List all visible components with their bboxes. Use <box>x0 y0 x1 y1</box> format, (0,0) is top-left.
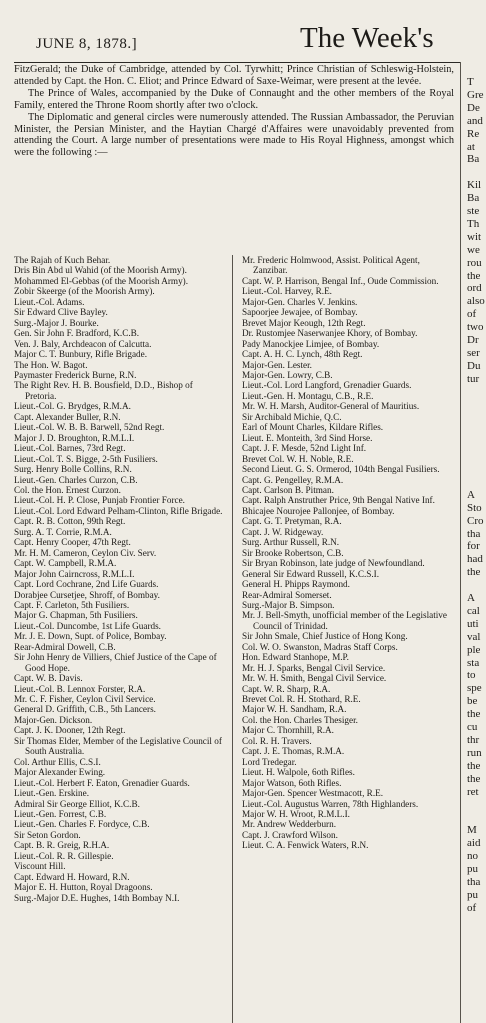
presentation-entry: Hon. Edward Stanhope, M.P. <box>242 652 349 663</box>
presentation-entry: Lieut.-Col. Barnes, 73rd Regt. <box>14 443 126 454</box>
side-column-word: ret <box>467 785 479 798</box>
header-rule <box>14 62 460 63</box>
presentation-entry: Surg. Arthur Russell, R.N. <box>242 537 340 548</box>
side-column-word: Sto <box>467 501 482 514</box>
presentation-entry: Major-Gen. Dickson. <box>14 714 93 725</box>
presentation-entry: Major G. Chapman, 5th Fusiliers. <box>14 610 138 621</box>
presentation-entry: Mr. J. Bell-Smyth, unofficial member of the Legislative Council of Trinidad. <box>242 610 447 631</box>
presentation-entry: Bhicajee Nourojee Pallonjee, of Bombay. <box>242 505 395 516</box>
side-column-word: the <box>467 759 481 772</box>
side-column-word: two <box>467 321 484 334</box>
presentation-entry: Brevet Col. W. H. Noble, R.E. <box>242 453 354 464</box>
presentation-entry: Sir Brooke Robertson, C.B. <box>242 547 344 558</box>
side-column-word: Re <box>467 127 480 140</box>
presentation-entry: Lieut.-Col. Lord Langford, Grenadier Guards. <box>242 380 412 391</box>
masthead-title: The Week's <box>300 22 434 54</box>
presentation-entry: General D. Griffith, C.B., 5th Lancers. <box>14 704 156 715</box>
presentation-entry: Lieut.-Col. W. B. B. Barwell, 52nd Regt. <box>14 422 165 433</box>
side-column-word: sta <box>467 656 480 669</box>
presentation-entry: Major Watson, 6oth Rifles. <box>242 777 342 788</box>
presentation-entry: Dris Bin Abd ul Wahid (of the Moorish Army). <box>14 265 187 276</box>
presentation-entry: Capt. Alexander Buller, R.N. <box>14 411 121 422</box>
presentation-entry: Capt. J. F. Mesde, 52nd Light Inf. <box>242 443 367 454</box>
presentations-left-column <box>14 255 226 903</box>
presentation-entry: Major W. H. Wroot, R.M.L.I. <box>242 809 350 820</box>
presentation-entry: Major John Cairncross, R.M.L.I. <box>14 568 135 579</box>
side-column-word: wit <box>467 230 482 243</box>
presentation-entry: Capt. G. T. Pretyman, R.A. <box>242 516 342 527</box>
presentation-entry: Capt. J. E. Thomas, R.M.A. <box>242 746 345 757</box>
presentation-entry: Capt. G. Pengelley, R.M.A. <box>242 474 344 485</box>
side-column-word: run <box>467 746 482 759</box>
presentation-entry: Sir Archibald Michie, Q.C. <box>242 411 342 422</box>
side-column-word: ord <box>467 282 482 295</box>
side-column-word: tur <box>467 372 480 385</box>
presentation-entry: Second Lieut. G. S. Ormerod, 104th Bengal Fusiliers. <box>242 464 440 475</box>
presentation-entry: Major-Gen. Lester. <box>242 359 312 370</box>
presentation-entry: Capt. R. B. Cotton, 99th Regt. <box>14 516 126 527</box>
presentation-entry: Sir Seton Gordon. <box>14 829 81 840</box>
presentation-entry: Capt. Henry Cooper, 47th Regt. <box>14 537 131 548</box>
side-column-word: we <box>467 243 480 256</box>
presentation-entry: Major J. D. Broughton, R.M.L.I. <box>14 432 135 443</box>
side-column-word: De <box>467 101 480 114</box>
side-column-word: uti <box>467 617 479 630</box>
page-header <box>0 0 486 70</box>
side-column-word: A <box>467 592 475 604</box>
presentation-entry: Mr. W. H. Marsh, Auditor-General of Mauritius. <box>242 401 420 412</box>
presentation-entry: Col. R. H. Travers. <box>242 735 312 746</box>
side-column-word: tha <box>467 875 481 888</box>
presentation-entry: Pady Manockjee Limjee, of Bombay. <box>242 338 380 349</box>
side-column-word: of <box>467 308 477 321</box>
presentation-entry: Surg.-Major D.E. Hughes, 14th Bombay N.I. <box>14 892 180 903</box>
presentation-entry: General H. Phipps Raymond. <box>242 579 350 590</box>
presentation-entry: Rear-Admiral Dowell, C.B. <box>14 641 116 652</box>
presentation-entry: Lieut.-Col. Duncombe, 1st Life Guards. <box>14 620 161 631</box>
presentation-entry: Capt. J. W. Ridgeway. <box>242 526 324 537</box>
side-column-word: at <box>467 140 475 153</box>
side-column-word: Du <box>467 359 481 372</box>
side-column-word: thr <box>467 733 480 746</box>
presentation-entry: Lieut.-Col. Adams. <box>14 296 85 307</box>
presentation-entry: Lieut.-Col. Lord Edward Pelham-Clinton, Rifle Brigade. <box>14 505 223 516</box>
presentation-entry: Capt. W. R. Sharp, R.A. <box>242 683 331 694</box>
presentation-entry: Dr. Rustomjee Naserwanjee Khory, of Bombay. <box>242 328 418 339</box>
presentation-entry: Col. Arthur Ellis, C.S.I. <box>14 756 101 767</box>
presentation-entry: Admiral Sir George Elliot, K.C.B. <box>14 798 140 809</box>
column-divider <box>232 255 233 1023</box>
side-column-word: aid <box>467 837 481 850</box>
side-column-word: tha <box>467 527 481 540</box>
presentation-entry: Lieut.-Col. H. P. Close, Punjab Frontier Force. <box>14 495 185 506</box>
side-column-word: spe <box>467 682 482 695</box>
presentation-entry: Capt. Lord Cochrane, 2nd Life Guards. <box>14 579 159 590</box>
side-column-word: rou <box>467 256 482 269</box>
side-column-word: for <box>467 540 480 553</box>
presentation-entry: Lieut.-Col. R. R. Gillespie. <box>14 850 114 861</box>
presentation-entry: Sir Edward Clive Bayley. <box>14 307 108 318</box>
side-column-word: the <box>467 269 481 282</box>
presentation-entry: Surg. Henry Bolle Collins, R.N. <box>14 464 132 475</box>
presentation-entry: Capt. F. Carleton, 5th Fusiliers. <box>14 599 130 610</box>
presentation-entry: Mr. H. J. Sparks, Bengal Civil Service. <box>242 662 386 673</box>
side-column-word: Cro <box>467 514 484 527</box>
side-column-word: the <box>467 566 481 579</box>
body-paragraph: FitzGerald; the Duke of Cambridge, attended by Col. Tyrwhitt; Prince Christian of Schleswig-Holstein, attended by Capt. the Hon. C. Eliot; and Prince Edward of Saxe-Weimar, were present at the levée. <box>14 64 454 87</box>
presentation-entry: Paymaster Frederick Burne, R.N. <box>14 369 137 380</box>
presentation-entry: Lieut.-Col. Herbert F. Eaton, Grenadier Guards. <box>14 777 190 788</box>
presentation-entry: Lieut.-Col. Augustus Warren, 78th Highlanders. <box>242 798 419 809</box>
side-column-word: ste <box>467 205 480 217</box>
side-column-word: Gre <box>467 88 484 101</box>
presentation-entry: Viscount Hill. <box>14 861 66 872</box>
presentation-entry: Major C. Thornhill, R.A. <box>242 725 334 736</box>
adjacent-column-fragment <box>460 62 486 1023</box>
presentation-entry: Capt. Edward H. Howard, R.N. <box>14 871 130 882</box>
presentation-entry: Lieut.-Gen. Charles Curzon, C.B. <box>14 474 138 485</box>
presentation-entry: Surg. A. T. Corrie, R.M.A. <box>14 526 112 537</box>
presentation-entry: Mr. Frederic Holmwood, Assist. Political Agent, Zanzibar. <box>242 255 420 276</box>
presentation-entry: Lieut. E. Monteith, 3rd Sind Horse. <box>242 432 373 443</box>
side-column-word: M <box>467 824 477 837</box>
side-column-word: no <box>467 850 478 862</box>
side-column-word: be <box>467 695 478 708</box>
presentation-entry: Lieut.-Gen. Forrest, C.B. <box>14 809 107 820</box>
presentation-entry: Sapoorjee Jewajee, of Bombay. <box>242 307 358 318</box>
side-column-word: val <box>467 630 481 643</box>
side-column-word: pu <box>467 862 478 875</box>
presentation-entry: Lieut.-Gen. Erskine. <box>14 788 90 799</box>
presentation-entry: Col. W. O. Swanston, Madras Staff Corps. <box>242 641 398 652</box>
presentation-entry: Surg.-Major J. Bourke. <box>14 317 99 328</box>
presentation-entry: Lieut. C. A. Fenwick Waters, R.N. <box>242 840 369 851</box>
issue-date: JUNE 8, 1878.] <box>36 36 138 52</box>
presentation-entry: The Hon. W. Bagot. <box>14 359 88 370</box>
presentation-entry: Mr. J. E. Down, Supt. of Police, Bombay. <box>14 631 167 642</box>
presentation-entry: Mr. C. F. Fisher, Ceylon Civil Service. <box>14 694 156 705</box>
presentation-entry: Ven. J. Baly, Archdeacon of Calcutta. <box>14 338 152 349</box>
presentation-entry: Lieut.-Col. Harvey, R.E. <box>242 286 332 297</box>
side-column-word: the <box>467 708 481 721</box>
presentations-right-column <box>242 255 454 851</box>
presentation-entry: Capt. W. P. Harrison, Bengal Inf., Oude Commission. <box>242 275 439 286</box>
presentation-entry: Capt. A. H. C. Lynch, 48th Regt. <box>242 349 363 360</box>
presentation-entry: Earl of Mount Charles, Kildare Rifles. <box>242 422 384 433</box>
side-column-word: and <box>467 114 483 127</box>
presentation-entry: Brevet Col. R. H. Stothard, R.E. <box>242 694 361 705</box>
side-column-word: the <box>467 772 481 785</box>
presentation-entry: Mr. W. H. Smith, Bengal Civil Service. <box>242 673 387 684</box>
body-paragraph: The Prince of Wales, accompanied by the Duke of Connaught and the other members of the Royal Family, entered the Throne Room shortly after two o'clock. <box>14 87 454 111</box>
presentation-entry: Sir Bryan Robinson, late judge of Newfoundland. <box>242 558 425 569</box>
presentation-entry: Major W. H. Sandham, R.A. <box>242 704 347 715</box>
side-column-word: Kil <box>467 179 482 192</box>
presentation-entry: Capt. Ralph Anstruther Price, 9th Bengal Native Inf. <box>242 495 435 506</box>
side-column-word: ple <box>467 643 481 656</box>
presentation-entry: The Rajah of Kuch Behar. <box>14 255 111 265</box>
side-column-word: had <box>467 553 483 566</box>
presentation-entry: Gen. Sir John F. Bradford, K.C.B. <box>14 328 140 339</box>
presentation-entry: The Right Rev. H. B. Bousfield, D.D., Bishop of Pretoria. <box>14 380 193 401</box>
presentation-entry: Surg.-Major B. Simpson. <box>242 599 335 610</box>
presentation-entry: Capt. W. Campbell, R.M.A. <box>14 558 117 569</box>
presentation-entry: Mr. Andrew Wedderburn. <box>242 819 337 830</box>
presentation-entry: Dorabjee Cursetjee, Shroff, of Bombay. <box>14 589 160 600</box>
side-column-word: Th <box>467 217 480 230</box>
presentation-entry: Capt. J. K. Dooner, 12th Regt. <box>14 725 126 736</box>
presentation-entry: Major-Gen. Lowry, C.B. <box>242 369 333 380</box>
side-column-word: T <box>467 76 474 88</box>
presentation-entry: Capt. B. R. Greig, R.H.A. <box>14 840 110 851</box>
presentation-entry: Lord Tredegar. <box>242 756 297 767</box>
presentations-list <box>14 255 454 1023</box>
presentation-entry: Sir Thomas Elder, Member of the Legislative Council of South Australia. <box>14 735 222 757</box>
side-column-word: of <box>467 901 477 914</box>
presentation-entry: Capt. W. B. Davis. <box>14 673 83 684</box>
presentation-entry: Capt. Carlson B. Pitman. <box>242 484 334 495</box>
presentation-entry: Lieut.-Col. T. S. Bigge, 2-5th Fusiliers. <box>14 453 158 464</box>
presentation-entry: Brevet Major Keough, 12th Regt. <box>242 317 366 328</box>
presentation-entry: Capt. J. Crawford Wilson. <box>242 829 338 840</box>
presentation-entry: Lieut. H. Walpole, 6oth Rifles. <box>242 767 355 778</box>
presentation-entry: Major Alexander Ewing. <box>14 767 106 778</box>
presentation-entry: Major-Gen. Spencer Westmacott, R.E. <box>242 788 384 799</box>
presentation-entry: Mohammed El-Gebbas (of the Moorish Army). <box>14 275 189 286</box>
presentation-entry: Major E. H. Hutton, Royal Dragoons. <box>14 882 153 893</box>
body-paragraph: The Diplomatic and general circles were numerously attended. The Russian Ambassador, the Peruvian Minister, the Persian Minister, and the Haytian Chargé d'Affaires were unavoidably prevented from attending the Court. A large number of presentations were made to His Royal Highness, amongst which were the following :— <box>14 111 454 159</box>
side-column-word: cal <box>467 604 480 617</box>
presentation-entry: Zobir Skeerge (of the Moorish Army). <box>14 286 155 297</box>
presentation-entry: Col. the Hon. Ernest Curzon. <box>14 484 121 495</box>
side-column-word: cu <box>467 721 478 733</box>
side-column-word: Ba <box>467 192 480 205</box>
side-column-word: Dr <box>467 334 479 346</box>
side-column-word: Ba <box>467 153 480 166</box>
presentation-entry: General Sir Edward Russell, K.C.S.I. <box>242 568 380 579</box>
presentation-entry: Lieut.-Gen. H. Montagu, C.B., R.E. <box>242 390 374 401</box>
article-body <box>14 64 454 159</box>
presentation-entry: Lieut.-Col. B. Lennox Forster, R.A. <box>14 683 146 694</box>
side-column-word: ser <box>467 346 480 359</box>
presentation-entry: Lieut.-Gen. Charles F. Fordyce, C.B. <box>14 819 150 830</box>
presentation-entry: Major C. T. Bunbury, Rifle Brigade. <box>14 349 148 360</box>
side-column-word: to <box>467 669 476 682</box>
presentation-entry: Col. the Hon. Charles Thesiger. <box>242 714 358 725</box>
presentation-entry: Sir John Henry de Villiers, Chief Justice of the Cape of Good Hope. <box>14 652 217 673</box>
presentation-entry: Sir John Smale, Chief Justice of Hong Kong. <box>242 631 408 642</box>
presentation-entry: Major-Gen. Charles V. Jenkins. <box>242 296 358 307</box>
presentation-entry: Rear-Admiral Somerset. <box>242 589 332 600</box>
presentation-entry: Lieut.-Col. G. Brydges, R.M.A. <box>14 401 131 412</box>
side-column-word: pu <box>467 888 478 901</box>
side-column-word: also <box>467 295 485 308</box>
side-column-word: A <box>467 488 475 501</box>
presentation-entry: Mr. H. M. Cameron, Ceylon Civ. Serv. <box>14 547 157 558</box>
